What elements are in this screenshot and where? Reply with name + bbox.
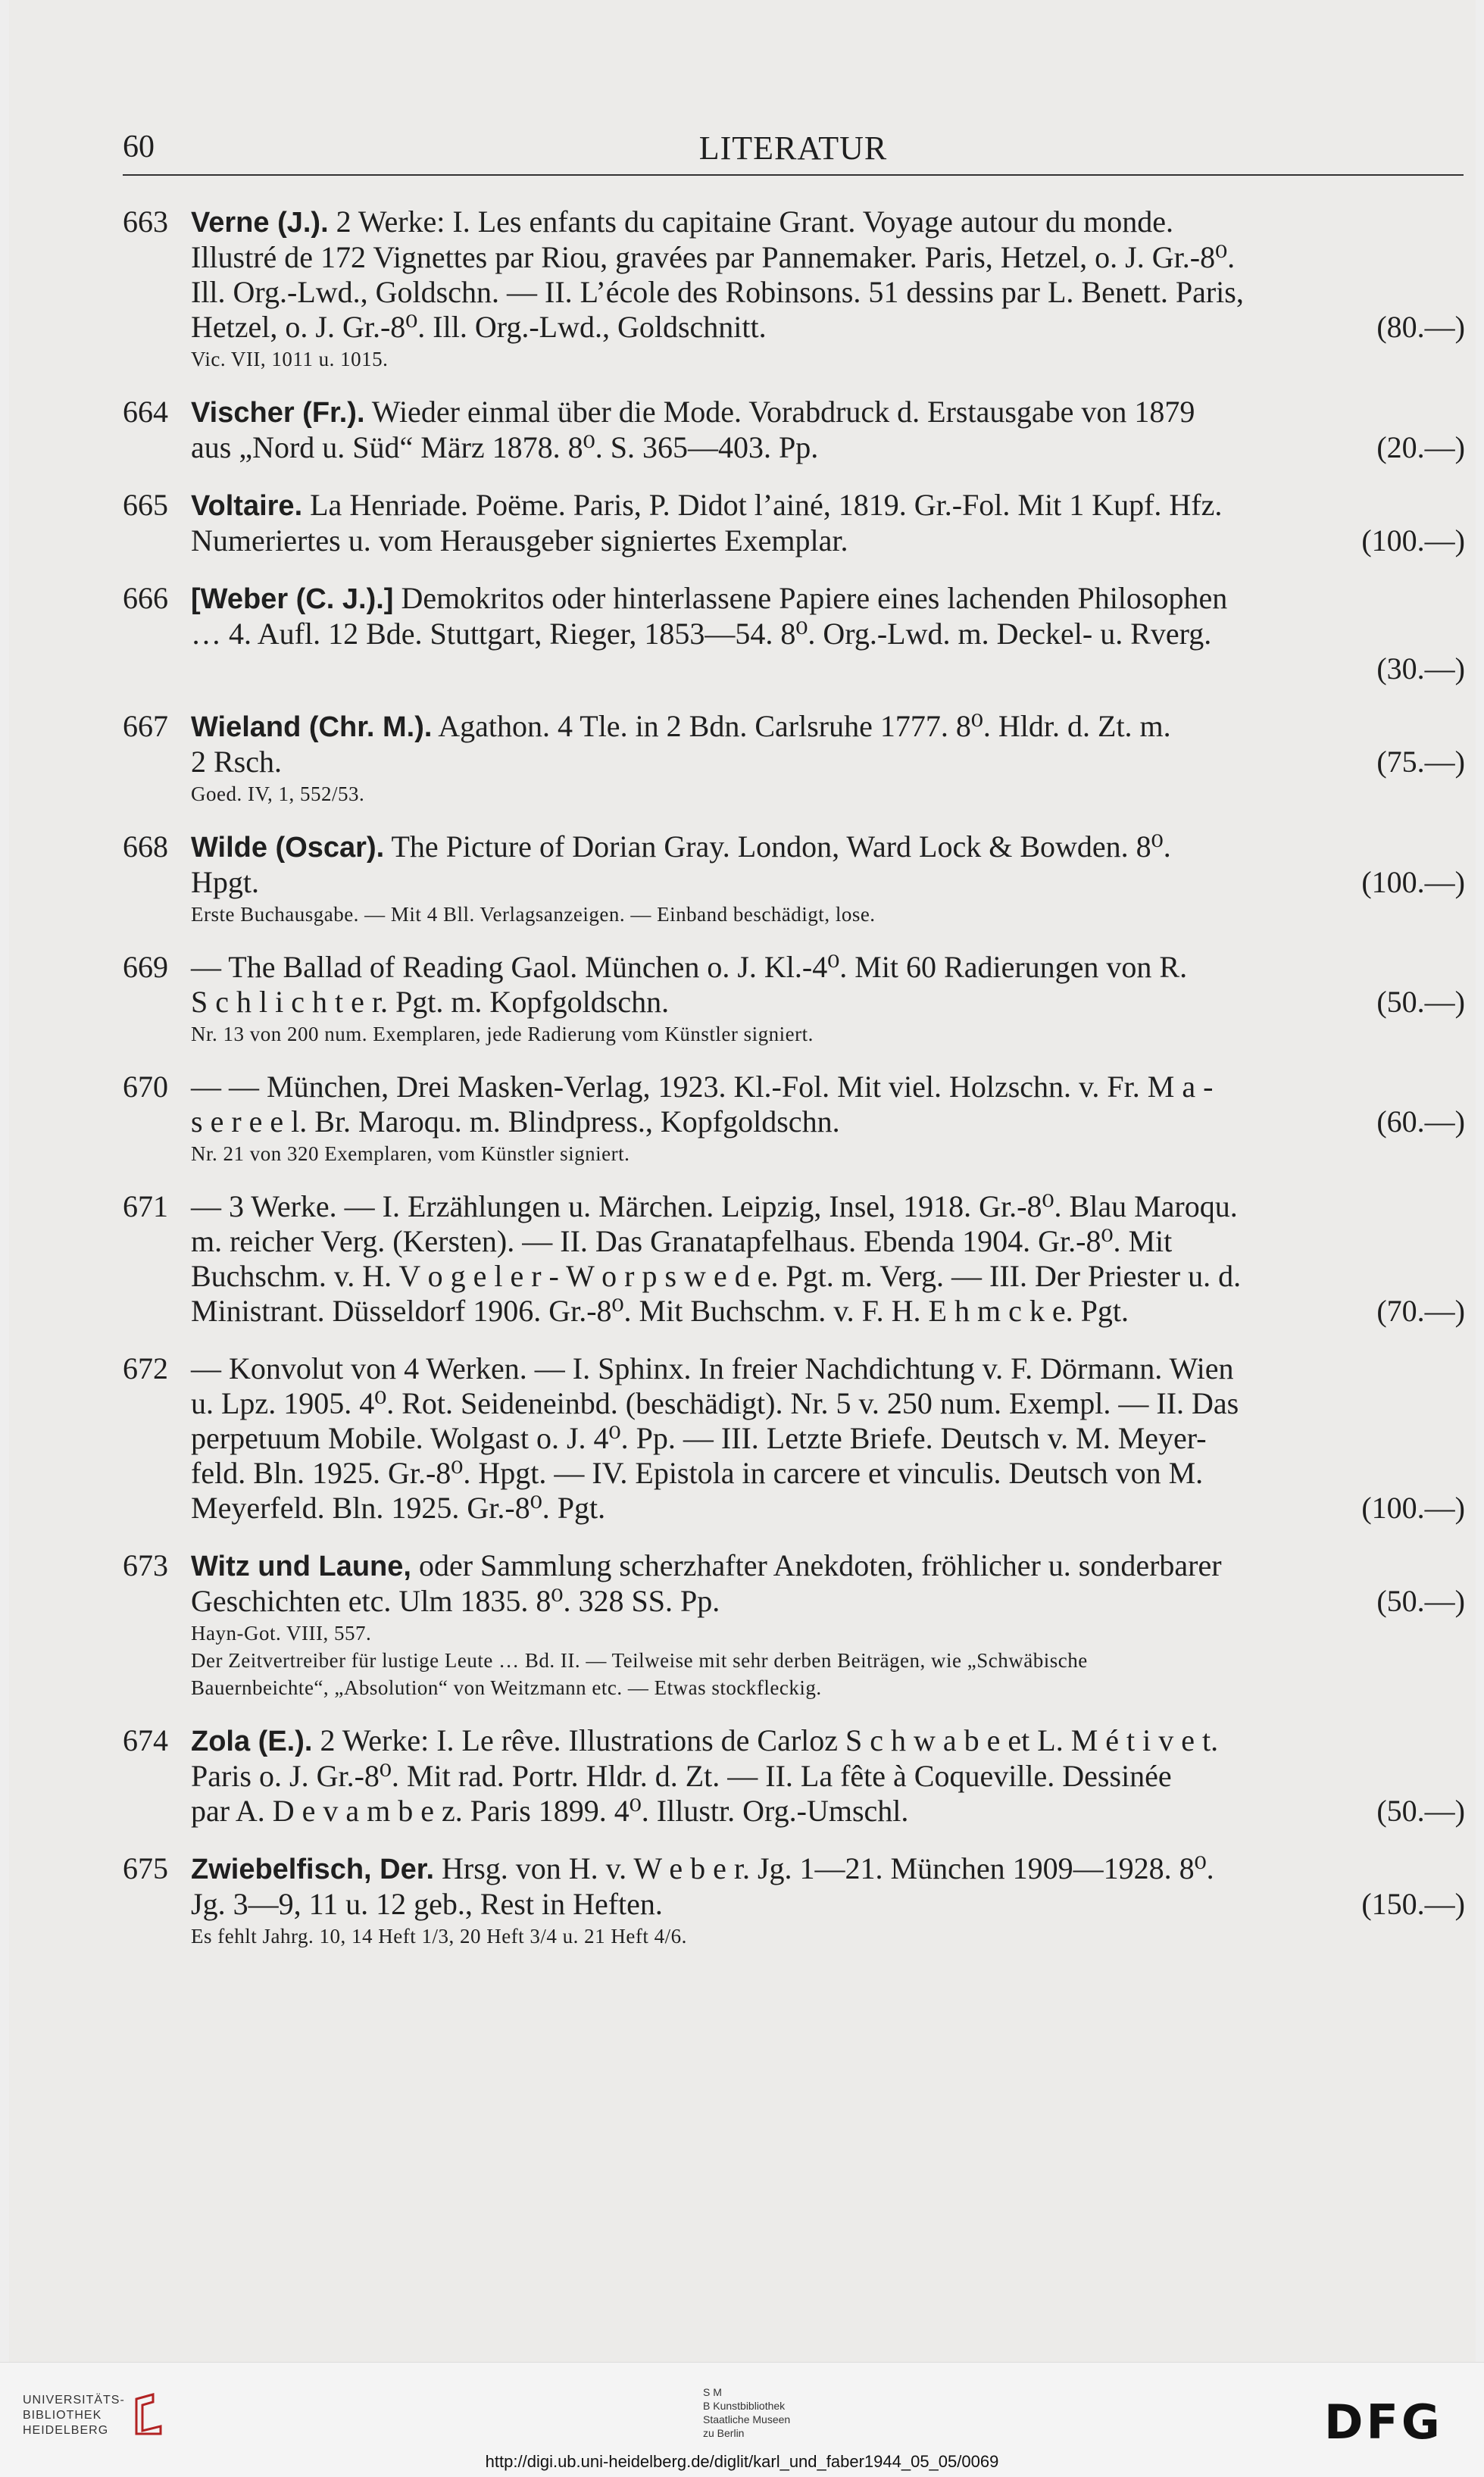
- entry-body: [191, 1851, 1465, 1949]
- entry-text-line: Zola (E.). 2 Werke: I. Le rêve. Illustrations de Carloz S c h w a b e et L. M é t i v e t.: [191, 1723, 1219, 1757]
- entry-note: Nr. 13 von 200 num. Exemplaren, jede Radierung vom Künstler signiert.: [191, 1023, 814, 1045]
- entry-number: 671: [123, 1189, 168, 1223]
- entry-number: 664: [123, 395, 168, 429]
- entry-number: 669: [123, 950, 168, 984]
- entry-number: 673: [123, 1548, 168, 1582]
- entry-price: (30.—): [1376, 651, 1465, 686]
- entry-body: [191, 1548, 1465, 1701]
- entry-price: (100.—): [1361, 523, 1465, 558]
- museum-logo-line: B Kunstbibliothek: [703, 2400, 786, 2412]
- entry-last-line: [191, 1887, 1465, 1922]
- entry-body: [191, 581, 1465, 686]
- entry-number: 668: [123, 829, 168, 864]
- viewer-footer: [0, 2362, 1484, 2477]
- entry-body: [191, 205, 1465, 372]
- entry-number: 667: [123, 709, 168, 743]
- museum-logo[interactable]: [703, 2385, 790, 2440]
- page-header: [123, 129, 1464, 176]
- running-title: LITERATUR: [698, 130, 888, 167]
- entry-body: [191, 1189, 1465, 1329]
- entry-number: 674: [123, 1723, 168, 1757]
- entry-text-line: m. reicher Verg. (Kersten). — II. Das Granatapfelhaus. Ebenda 1904. Gr.-8⁰. Mit: [191, 1224, 1173, 1258]
- entry-text-line: Ill. Org.-Lwd., Goldschn. — II. L’école des Robinsons. 51 dessins par L. Benett. Paris,: [191, 275, 1244, 309]
- catalog-entry: [123, 488, 1465, 558]
- entry-last-line: [191, 310, 1465, 345]
- entry-author: Voltaire.: [191, 490, 303, 522]
- uni-logo-line: HEIDELBERG: [23, 2424, 109, 2437]
- entry-number: 663: [123, 205, 168, 239]
- entry-author: Witz und Laune,: [191, 1551, 411, 1582]
- catalog-entry: [123, 1351, 1465, 1526]
- entry-text-line: par A. D e v a m b e z. Paris 1899. 4⁰. Illustr. Org.-Umschl.: [191, 1794, 909, 1828]
- entry-note: Nr. 21 von 320 Exemplaren, vom Künstler signiert.: [191, 1142, 630, 1165]
- catalog-entries: [123, 205, 1465, 1972]
- entry-price: (80.—): [1376, 310, 1465, 344]
- entry-text-line: [Weber (C. J.).] Demokritos oder hinterlassene Papiere eines lachenden Philosophen: [191, 581, 1228, 615]
- entry-number: 665: [123, 488, 168, 522]
- entry-number: 670: [123, 1070, 168, 1104]
- entry-body: [191, 488, 1465, 558]
- entry-last-line: [191, 1584, 1465, 1619]
- museum-logo-line: S M: [703, 2386, 722, 2398]
- entry-text-line: Witz und Laune, oder Sammlung scherzhafter Anekdoten, fröhlicher u. sonderbarer: [191, 1548, 1222, 1582]
- entry-note: Vic. VII, 1011 u. 1015.: [191, 348, 389, 370]
- entry-text-line: Voltaire. La Henriade. Poëme. Paris, P. Didot l’ainé, 1819. Gr.-Fol. Mit 1 Kupf. Hfz.: [191, 488, 1223, 522]
- entry-note: Der Zeitvertreiber für lustige Leute … Bd. II. — Teilweise mit sehr derben Beiträgen, wie „Schwäbische: [191, 1649, 1088, 1672]
- entry-number: 672: [123, 1351, 168, 1385]
- entry-note: Erste Buchausgabe. — Mit 4 Bll. Verlagsanzeigen. — Einband beschädigt, lose.: [191, 903, 876, 926]
- museum-logo-line: zu Berlin: [703, 2427, 745, 2439]
- entry-price: (60.—): [1376, 1104, 1465, 1139]
- entry-text-line: Jg. 3—9, 11 u. 12 geb., Rest in Heften.: [191, 1887, 663, 1921]
- entry-note: Bauernbeichte“, „Absolution“ von Weitzmann etc. — Etwas stockfleckig.: [191, 1676, 822, 1699]
- entry-text-line: … 4. Aufl. 12 Bde. Stuttgart, Rieger, 1853—54. 8⁰. Org.-Lwd. m. Deckel- u. Rverg.: [191, 617, 1212, 651]
- entry-text-line: Wieland (Chr. M.). Agathon. 4 Tle. in 2 Bdn. Carlsruhe 1777. 8⁰. Hldr. d. Zt. m.: [191, 709, 1171, 743]
- catalog-entry: [123, 395, 1465, 465]
- entry-last-line: [191, 651, 1465, 686]
- entry-author: Vischer (Fr.).: [191, 397, 365, 429]
- entry-author: [Weber (C. J.).]: [191, 583, 394, 615]
- entry-note: Goed. IV, 1, 552/53.: [191, 782, 365, 805]
- entry-body: [191, 950, 1465, 1047]
- entry-note: Es fehlt Jahrg. 10, 14 Heft 1/3, 20 Heft 3/4 u. 21 Heft 4/6.: [191, 1925, 687, 1948]
- entry-text-line: s e r e e l. Br. Maroqu. m. Blindpress., Kopfgoldschn.: [191, 1104, 840, 1139]
- uni-logo-line: UNIVERSITÄTS-: [23, 2394, 125, 2407]
- entry-text-line: Numeriertes u. vom Herausgeber signiertes Exemplar.: [191, 523, 848, 558]
- entry-text-line: Zwiebelfisch, Der. Hrsg. von H. v. W e b e r. Jg. 1—21. München 1909—1928. 8⁰.: [191, 1851, 1214, 1885]
- entry-text-line: Meyerfeld. Bln. 1925. Gr.-8⁰. Pgt.: [191, 1491, 606, 1525]
- entry-text-line: 2 Rsch.: [191, 745, 282, 779]
- entry-text-line: — The Ballad of Reading Gaol. München o. J. Kl.-4⁰. Mit 60 Radierungen von R.: [191, 950, 1188, 984]
- page-number: 60: [123, 130, 155, 164]
- university-library-logo[interactable]: [23, 2393, 125, 2438]
- entry-text-line: — — München, Drei Masken-Verlag, 1923. Kl.-Fol. Mit viel. Holzschn. v. Fr. M a -: [191, 1070, 1214, 1104]
- catalog-entry: [123, 581, 1465, 686]
- entry-price: (50.—): [1376, 985, 1465, 1019]
- university-emblem-icon: [133, 2393, 164, 2435]
- entry-text-line: Hpgt.: [191, 865, 259, 899]
- catalog-entry: [123, 1189, 1465, 1329]
- entry-body: [191, 709, 1465, 807]
- entry-text-line: perpetuum Mobile. Wolgast o. J. 4⁰. Pp. — III. Letzte Briefe. Deutsch v. M. Meyer-: [191, 1421, 1207, 1455]
- entry-number: 675: [123, 1851, 168, 1885]
- entry-last-line: [191, 745, 1465, 779]
- entry-price: (100.—): [1361, 1491, 1465, 1525]
- entry-price: (20.—): [1376, 430, 1465, 464]
- catalog-entry: [123, 950, 1465, 1047]
- uni-logo-line: BIBLIOTHEK: [23, 2409, 102, 2422]
- entry-body: [191, 1351, 1465, 1526]
- entry-last-line: [191, 430, 1465, 465]
- entry-author: Zola (E.).: [191, 1726, 313, 1757]
- entry-text-line: Ministrant. Düsseldorf 1906. Gr.-8⁰. Mit Buchschm. v. F. H. E h m c k e. Pgt.: [191, 1294, 1129, 1328]
- entry-price: (50.—): [1376, 1794, 1465, 1828]
- entry-author: Verne (J.).: [191, 207, 329, 239]
- entry-body: [191, 1070, 1465, 1167]
- entry-body: [191, 1723, 1465, 1829]
- entry-body: [191, 395, 1465, 465]
- catalog-entry: [123, 1851, 1465, 1949]
- catalog-entry: [123, 1723, 1465, 1829]
- entry-author: Zwiebelfisch, Der.: [191, 1854, 434, 1885]
- entry-text-line: Buchschm. v. H. V o g e l e r - W o r p s w e d e. Pgt. m. Verg. — III. Der Priester u. d.: [191, 1259, 1242, 1293]
- entry-text-line: Verne (J.). 2 Werke: I. Les enfants du capitaine Grant. Voyage autour du monde.: [191, 205, 1173, 239]
- entry-last-line: [191, 1294, 1465, 1329]
- entry-text-line: aus „Nord u. Süd“ März 1878. 8⁰. S. 365—403. Pp.: [191, 430, 819, 464]
- entry-author: Wilde (Oscar).: [191, 832, 385, 864]
- entry-body: [191, 829, 1465, 927]
- entry-text-line: feld. Bln. 1925. Gr.-8⁰. Hpgt. — IV. Epistola in carcere et vinculis. Deutsch von M.: [191, 1456, 1204, 1490]
- entry-last-line: [191, 1794, 1465, 1829]
- entry-price: (75.—): [1376, 745, 1465, 779]
- entry-price: (100.—): [1361, 865, 1465, 899]
- entry-last-line: [191, 523, 1465, 558]
- entry-text-line: Geschichten etc. Ulm 1835. 8⁰. 328 SS. Pp.: [191, 1584, 720, 1618]
- entry-price: (50.—): [1376, 1584, 1465, 1618]
- entry-text-line: S c h l i c h t e r. Pgt. m. Kopfgoldschn.: [191, 985, 670, 1019]
- entry-number: 666: [123, 581, 168, 615]
- entry-text-line: Paris o. J. Gr.-8⁰. Mit rad. Portr. Hldr. d. Zt. — II. La fête à Coqueville. Dessinée: [191, 1759, 1172, 1793]
- catalog-entry: [123, 1548, 1465, 1701]
- entry-last-line: [191, 1491, 1465, 1526]
- catalog-entry: [123, 1070, 1465, 1167]
- entry-text-line: Illustré de 172 Vignettes par Riou, gravées par Pannemaker. Paris, Hetzel, o. J. Gr.-8⁰.: [191, 240, 1236, 274]
- entry-text-line: Vischer (Fr.). Wieder einmal über die Mode. Vorabdruck d. Erstausgabe von 1879: [191, 395, 1195, 429]
- entry-price: (150.—): [1361, 1887, 1465, 1921]
- entry-text-line: — Konvolut von 4 Werken. — I. Sphinx. In freier Nachdichtung v. F. Dörmann. Wien: [191, 1351, 1234, 1385]
- catalog-page: [9, 0, 1476, 2362]
- entry-author: Wieland (Chr. M.).: [191, 711, 433, 743]
- catalog-entry: [123, 709, 1465, 807]
- entry-last-line: [191, 1104, 1465, 1139]
- entry-text-line: — 3 Werke. — I. Erzählungen u. Märchen. Leipzig, Insel, 1918. Gr.-8⁰. Blau Maroqu.: [191, 1189, 1238, 1223]
- entry-text-line: u. Lpz. 1905. 4⁰. Rot. Seideneinbd. (beschädigt). Nr. 5 v. 250 num. Exempl. — II. Das: [191, 1386, 1239, 1420]
- catalog-entry: [123, 205, 1465, 372]
- museum-logo-line: Staatliche Museen: [703, 2413, 791, 2425]
- dfg-logo[interactable]: DFG: [1324, 2394, 1443, 2450]
- entry-price: (70.—): [1376, 1294, 1465, 1328]
- entry-last-line: [191, 865, 1465, 900]
- entry-text-line: Wilde (Oscar). The Picture of Dorian Gray. London, Ward Lock & Bowden. 8⁰.: [191, 829, 1171, 864]
- catalog-entry: [123, 829, 1465, 927]
- permalink-url[interactable]: http://digi.ub.uni-heidelberg.de/diglit/karl_und_faber1944_05_05/0069: [485, 2452, 999, 2471]
- entry-last-line: [191, 985, 1465, 1020]
- entry-note: Hayn-Got. VIII, 557.: [191, 1622, 372, 1645]
- entry-text-line: Hetzel, o. J. Gr.-8⁰. Ill. Org.-Lwd., Goldschnitt.: [191, 310, 767, 344]
